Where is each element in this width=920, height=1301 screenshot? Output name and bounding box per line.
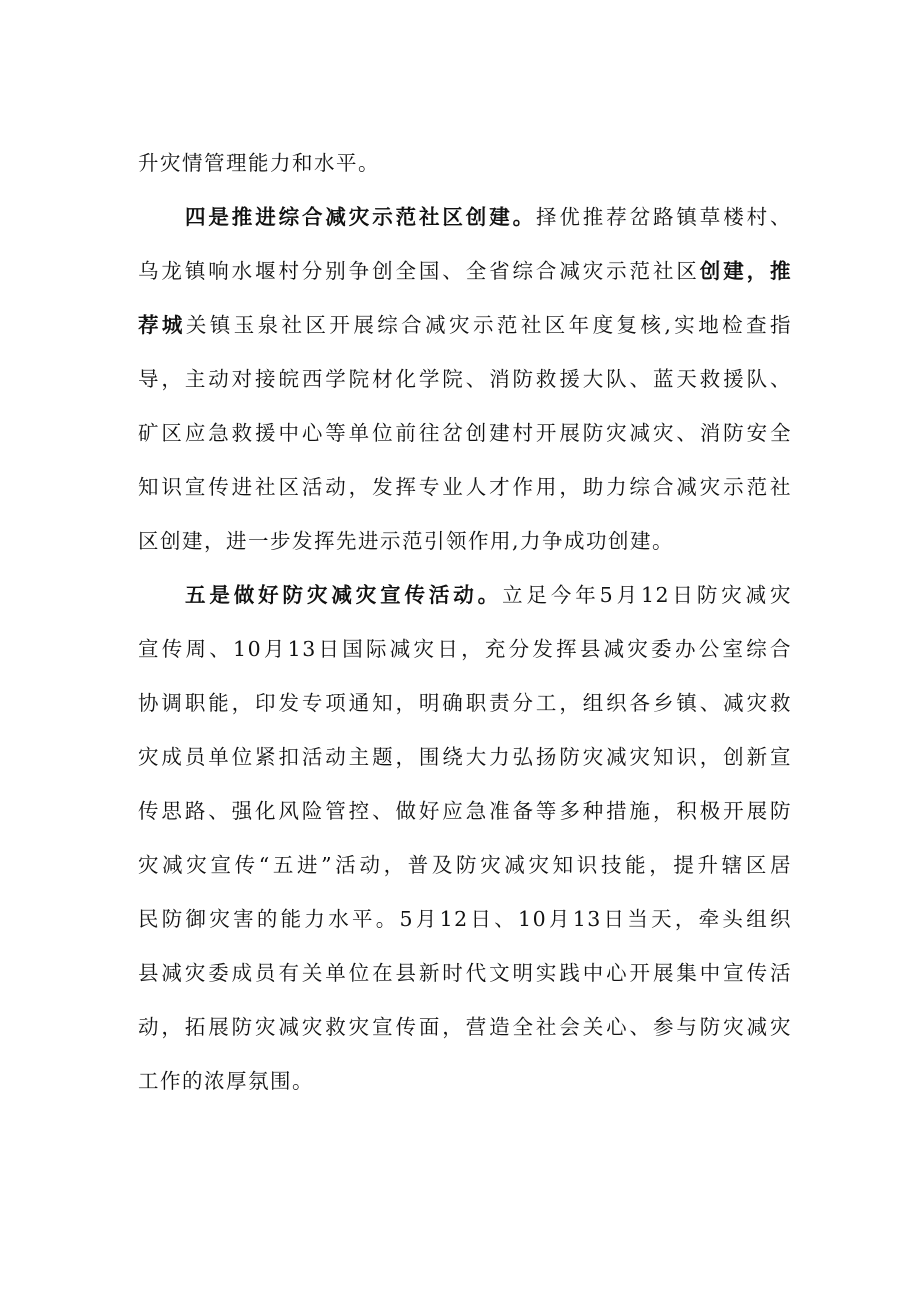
paragraph-5-line: 灾减灾宣传“五进”活动，普及防灾减灾知识技能，提升辖区居 — [138, 853, 792, 877]
paragraph-5-line: 工作的浓厚氛围。 — [138, 1069, 314, 1093]
paragraph-5-line: 县减灾委成员有关单位在县新时代文明实践中心开展集中宣传活 — [138, 961, 792, 985]
document-body — [138, 136, 792, 1108]
paragraph-4 — [138, 190, 792, 568]
paragraph-5-line: 五是做好防灾减灾宣传活动。立足今年5月12日防灾减灾 — [185, 583, 792, 607]
paragraph-5-line: 动，拓展防灾减灾救灾宣传面，营造全社会关心、参与防灾减灾 — [138, 1015, 792, 1039]
paragraph-5-heading: 五是做好防灾减灾宣传活动。 — [185, 583, 503, 607]
paragraph-4-line: 矿区应急救援中心等单位前往岔创建村开展防灾减灾、消防安全 — [138, 421, 792, 445]
paragraph-4-line: 荐城关镇玉泉社区开展综合减灾示范社区年度复核,实地检查指 — [138, 313, 793, 337]
paragraph-5-line: 灾成员单位紧扣活动主题，围绕大力弘扬防灾减灾知识，创新宣 — [138, 745, 792, 769]
paragraph-5-line: 传思路、强化风险管控、做好应急准备等多种措施，积极开展防 — [138, 799, 792, 823]
paragraph-4-line: 知识宣传进社区活动，发挥专业人才作用，助力综合减灾示范社 — [138, 475, 792, 499]
paragraph-4-line: 导，主动对接皖西学院材化学院、消防救援大队、蓝天救援队、 — [138, 367, 792, 391]
paragraph-4-heading: 四是推进综合减灾示范社区创建。 — [185, 205, 536, 229]
paragraph-4-line: 区创建，进一步发挥先进示范引领作用,力争成功创建。 — [138, 529, 675, 553]
paragraph-5 — [138, 568, 792, 1108]
paragraph-4-line: 乌龙镇响水堰村分别争创全国、全省综合减灾示范社区创建，推 — [138, 259, 793, 283]
paragraph-3-tail: 升灾情管理能力和水平。 — [138, 151, 380, 175]
paragraph-4-line: 四是推进综合减灾示范社区创建。择优推荐岔路镇草楼村、 — [185, 205, 792, 229]
paragraph-5-line: 民防御灾害的能力水平。5月12日、10月13日当天，牵头组织 — [138, 907, 792, 931]
paragraph-5-line: 协调职能，印发专项通知，明确职责分工，组织各乡镇、减灾救 — [138, 691, 792, 715]
paragraph-5-line: 宣传周、10月13日国际减灾日，充分发挥县减灾委办公室综合 — [138, 637, 792, 661]
